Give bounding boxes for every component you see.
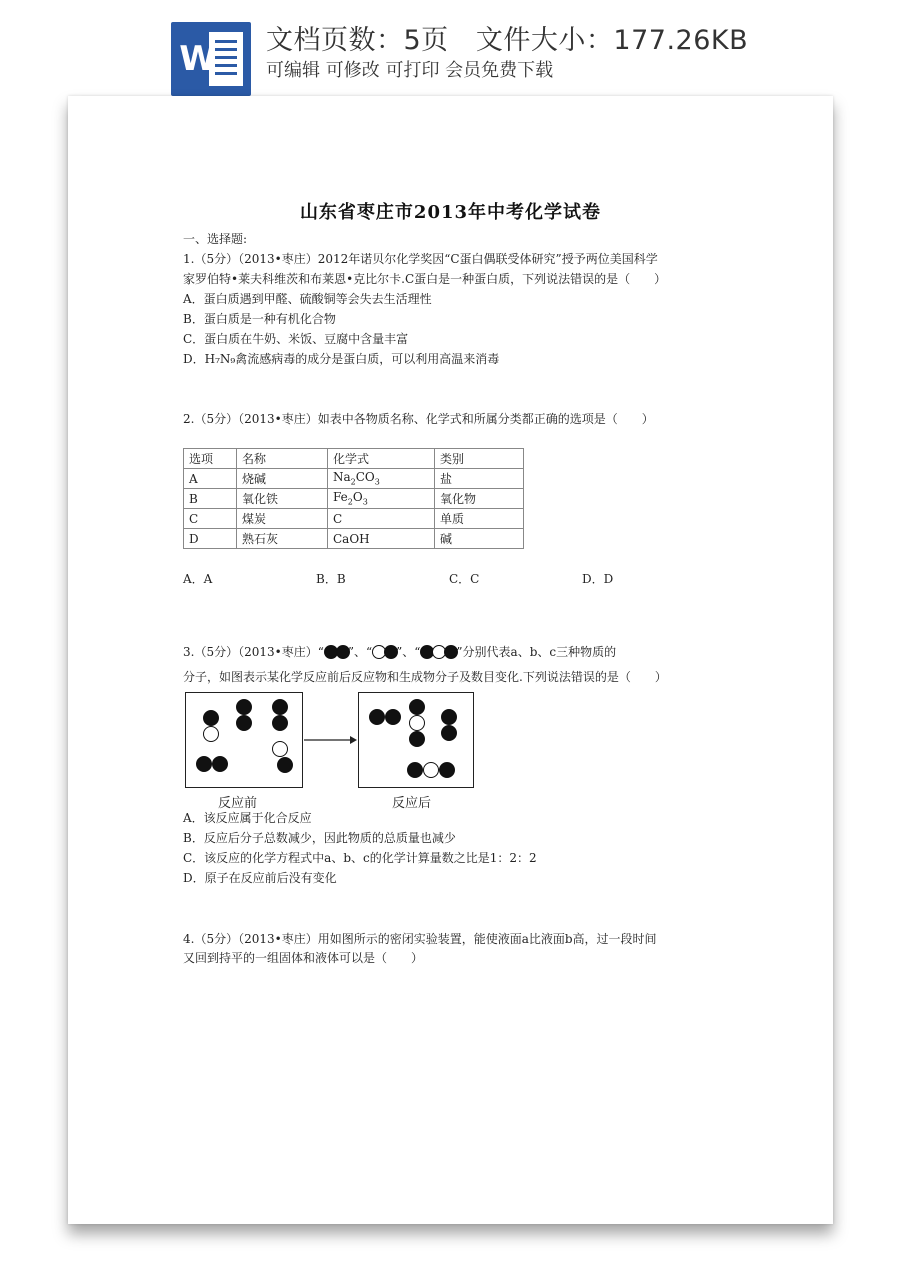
before-label: 反应前 [218,796,258,811]
atom-white [423,762,439,778]
atom-black [196,756,212,772]
document-page [68,96,833,1224]
atom-white [203,726,219,742]
atom-black [385,709,401,725]
formula-cell: C [328,509,435,529]
formula-cell: $Fe_2O_3$ [328,489,435,509]
before-reaction-box [185,692,303,788]
formula-cell: CaOH [328,529,435,549]
table-cell: C [184,509,237,529]
formula-cell: $Na_2CO_3$ [328,469,435,489]
table-cell: 单质 [435,509,524,529]
table-row [184,489,524,509]
atom-black [277,757,293,773]
q2-table [183,448,524,549]
q2-choice-d: D．D [582,572,614,586]
table-cell: 氧化物 [435,489,524,509]
atom-black [439,762,455,778]
atom-black [369,709,385,725]
section-heading: 一、选择题: [183,232,248,246]
word-logo-letter: W [179,39,217,79]
table-row [184,529,524,549]
q3-option-d: D．原子在反应前后没有变化 [183,871,337,885]
atom-black [409,731,425,747]
atom-black [236,699,252,715]
word-document-icon [171,22,251,96]
table-cell: A [184,469,237,489]
table-cell: D [184,529,237,549]
q4-stem-line2: 又回到持平的一组固体和液体可以是（ ） [183,951,424,965]
atom-black [212,756,228,772]
table-row [184,469,524,489]
table-row [184,509,524,529]
table-cell: 烧碱 [237,469,328,489]
q1-option-a: A．蛋白质遇到甲醛、硫酸铜等会失去生活理性 [183,292,432,306]
download-header [0,0,900,100]
q2-choice-b: B．B [316,572,346,586]
q1-stem-line2: 家罗伯特•莱夫科维茨和布莱恩•克比尔卡.C蛋白是一种蛋白质，下列说法错误的是（ ） [183,272,667,286]
atom-black [441,709,457,725]
q3-option-a: A．该反应属于化合反应 [183,811,312,825]
table-header-cell: 类别 [435,449,524,469]
table-cell: 碱 [435,529,524,549]
q3-option-c: C．该反应的化学方程式中a、b、c的化学计算量数之比是1：2：2 [183,851,537,865]
reaction-arrow-icon [304,734,358,746]
table-header-cell: 名称 [237,449,328,469]
atom-black [236,715,252,731]
q3-stem-line2: 分子，如图表示某化学反应前后反应物和生成物分子及数目变化.下列说法错误的是（ ） [183,670,667,684]
after-reaction-box [358,692,474,788]
q1-option-c: C．蛋白质在牛奶、米饭、豆腐中含量丰富 [183,332,409,346]
q1-stem-line1: 1.（5分）（2013•枣庄）2012年诺贝尔化学奖因“C蛋白偶联受体研究”授予两位美国科学 [183,252,658,266]
file-features: 可编辑 可修改 可打印 会员免费下载 [266,60,554,81]
q2-choice-a: A．A [183,572,213,586]
q2-stem: 2.（5分）（2013•枣庄）如表中各物质名称、化学式和所属分类都正确的选项是（ ） [183,412,654,426]
table-cell: B [184,489,237,509]
q3-option-b: B．反应后分子总数减少，因此物质的总质量也减少 [183,831,456,845]
table-cell: 氧化铁 [237,489,328,509]
atom-white [272,741,288,757]
atom-white [409,715,425,731]
table-cell: 熟石灰 [237,529,328,549]
q1-option-b: B．蛋白质是一种有机化合物 [183,312,336,326]
q1-option-d: D．H₇N₉禽流感病毒的成分是蛋白质，可以利用高温来消毒 [183,352,500,366]
atom-black [441,725,457,741]
file-info-title: 文档页数：5页 文件大小：177.26KB [266,25,749,56]
atom-black [407,762,423,778]
atom-black [203,710,219,726]
q4-stem-line1: 4.（5分）（2013•枣庄）用如图所示的密闭实验装置，能使液面a比液面b高，过一段时间 [183,932,657,946]
table-header-cell: 化学式 [328,449,435,469]
after-label: 反应后 [392,796,432,811]
table-header-row [184,449,524,469]
atom-black [409,699,425,715]
q3-stem-line1: 3.（5分）（2013•枣庄）“ ”、“ ”、“ ”分别代表a、b、c三种物质的 [183,645,617,659]
page-title: 山东省枣庄市2013年中考化学试卷 [299,202,602,223]
table-cell: 煤炭 [237,509,328,529]
atom-black [272,699,288,715]
atom-black [272,715,288,731]
table-header-cell: 选项 [184,449,237,469]
table-cell: 盐 [435,469,524,489]
q2-choice-c: C．C [449,572,480,586]
